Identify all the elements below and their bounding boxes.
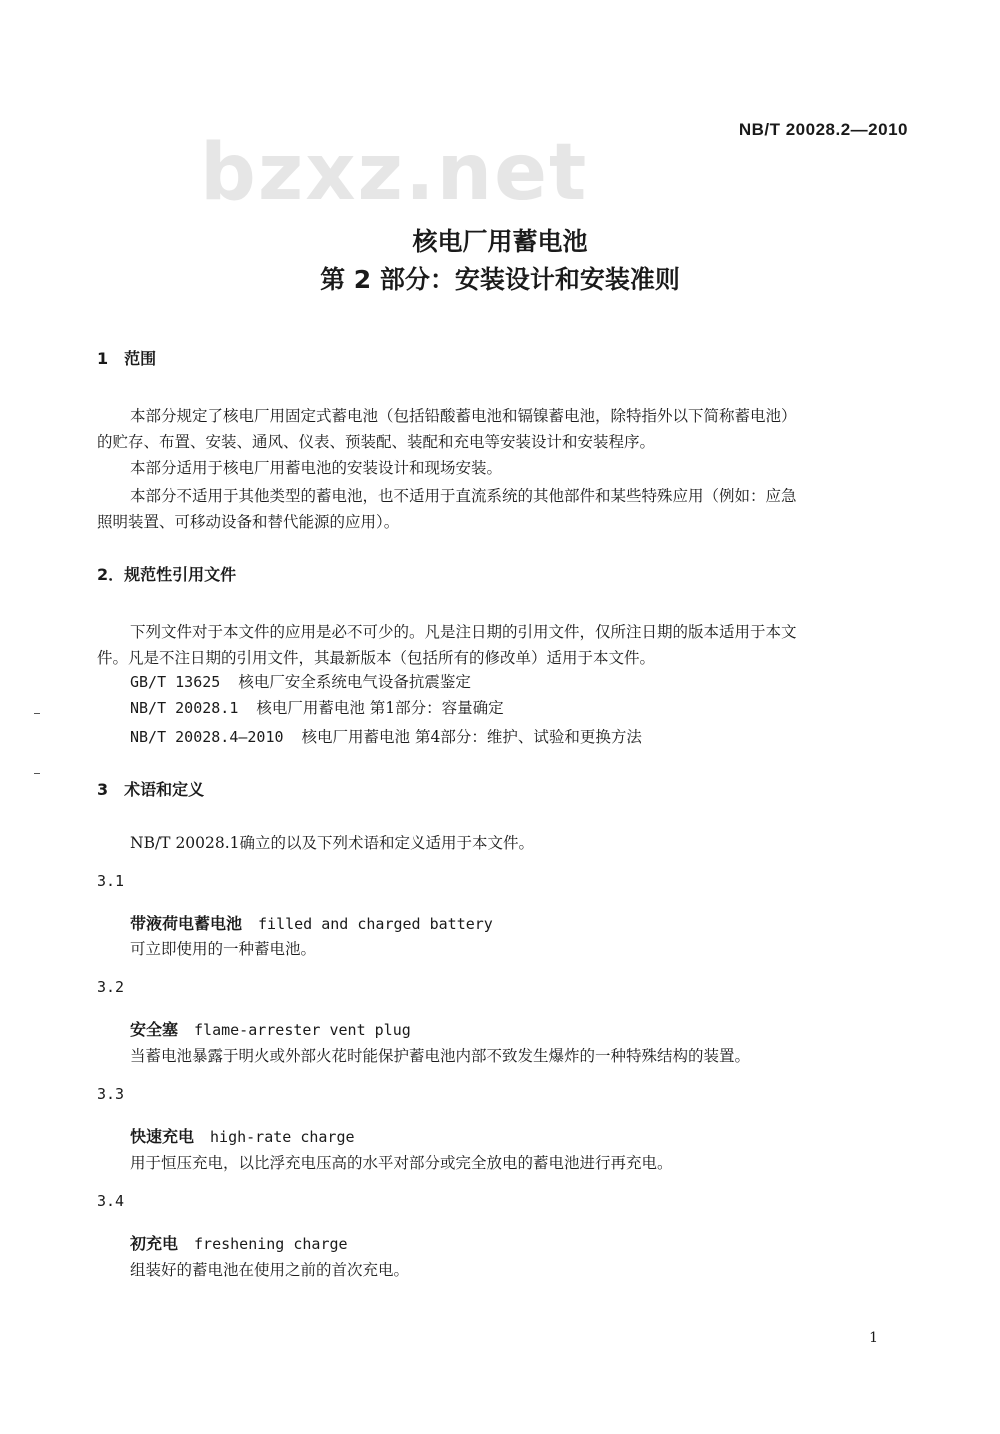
term-chinese: 带液荷电蓄电池 [130,914,243,933]
section-2-paragraph-line-2: 件。凡是不注日期的引用文件，其最新版本（包括所有的修改单）适用于本文件。 [97,649,656,667]
document-title: 核电厂用蓄电池 [412,227,588,256]
term-number: 3.3 [97,1085,125,1103]
section-1-heading: 1 范围 [97,349,157,368]
term-definition: 用于恒压充电，以比浮充电压高的水平对部分或完全放电的蓄电池进行再充电。 [130,1154,673,1172]
term-definition: 可立即使用的一种蓄电池。 [130,940,317,958]
reference-code: GB/T 13625 [130,673,221,691]
term-number: 3.1 [97,872,125,890]
section-3-intro: NB/T 20028.1确立的以及下列术语和定义适用于本文件。 [130,834,535,852]
section-2-heading: 2．规范性引用文件 [97,565,237,584]
section-1-paragraph-2: 本部分适用于核电厂用蓄电池的安装设计和现场安装。 [130,459,503,477]
section-1-paragraph-3-line-1: 本部分不适用于其他类型的蓄电池，也不适用于直流系统的其他部件和某些特殊应用（例如：应急 [130,487,797,505]
section-1-paragraph-1-line-2: 的贮存、布置、安装、通风、仪表、预装配、装配和充电等安装设计和安装程序。 [97,433,656,451]
section-1-paragraph-1-line-1: 本部分规定了核电厂用固定式蓄电池（包括铅酸蓄电池和镉镍蓄电池，除特指外以下简称蓄电池） [130,407,797,425]
term-chinese: 快速充电 [130,1127,195,1146]
section-3-heading: 3 术语和定义 [97,780,205,799]
page-number: 1 [869,1330,878,1346]
reference-title: 核电厂用蓄电池 第1部分：容量确定 [256,699,504,717]
term-english: freshening charge [194,1235,348,1253]
term-english: flame-arrester vent plug [194,1021,411,1039]
reference-code: NB/T 20028.1 [130,699,239,717]
standard-number: NB/T 20028.2—2010 [738,120,908,139]
reference-item [130,696,504,718]
reference-item [130,670,471,692]
term-chinese: 初充电 [130,1234,179,1253]
reference-item [130,725,642,747]
term-chinese: 安全塞 [130,1020,179,1039]
document-subtitle: 第 2 部分：安装设计和安装准则 [320,265,680,294]
margin-mark [34,713,40,714]
margin-mark [34,773,40,774]
term-definition: 组装好的蓄电池在使用之前的首次充电。 [130,1261,410,1279]
term-entry [130,911,493,934]
watermark: bzxz.net [200,128,589,218]
reference-code: NB/T 20028.4—2010 [130,728,284,746]
term-english: high-rate charge [210,1128,355,1146]
section-2-paragraph-line-1: 下列文件对于本文件的应用是必不可少的。凡是注日期的引用文件，仅所注日期的版本适用于本文 [130,623,797,641]
term-english: filled and charged battery [258,915,493,933]
reference-title: 核电厂用蓄电池 第4部分：维护、试验和更换方法 [301,728,642,746]
term-number: 3.2 [97,978,125,996]
term-number: 3.4 [97,1192,125,1210]
term-entry [130,1231,348,1254]
term-entry [130,1017,411,1040]
term-entry [130,1124,355,1147]
reference-title: 核电厂安全系统电气设备抗震鉴定 [238,673,471,691]
section-1-paragraph-3-line-2: 照明装置、可移动设备和替代能源的应用）。 [97,513,400,531]
term-definition: 当蓄电池暴露于明火或外部火花时能保护蓄电池内部不致发生爆炸的一种特殊结构的装置。 [130,1047,751,1065]
